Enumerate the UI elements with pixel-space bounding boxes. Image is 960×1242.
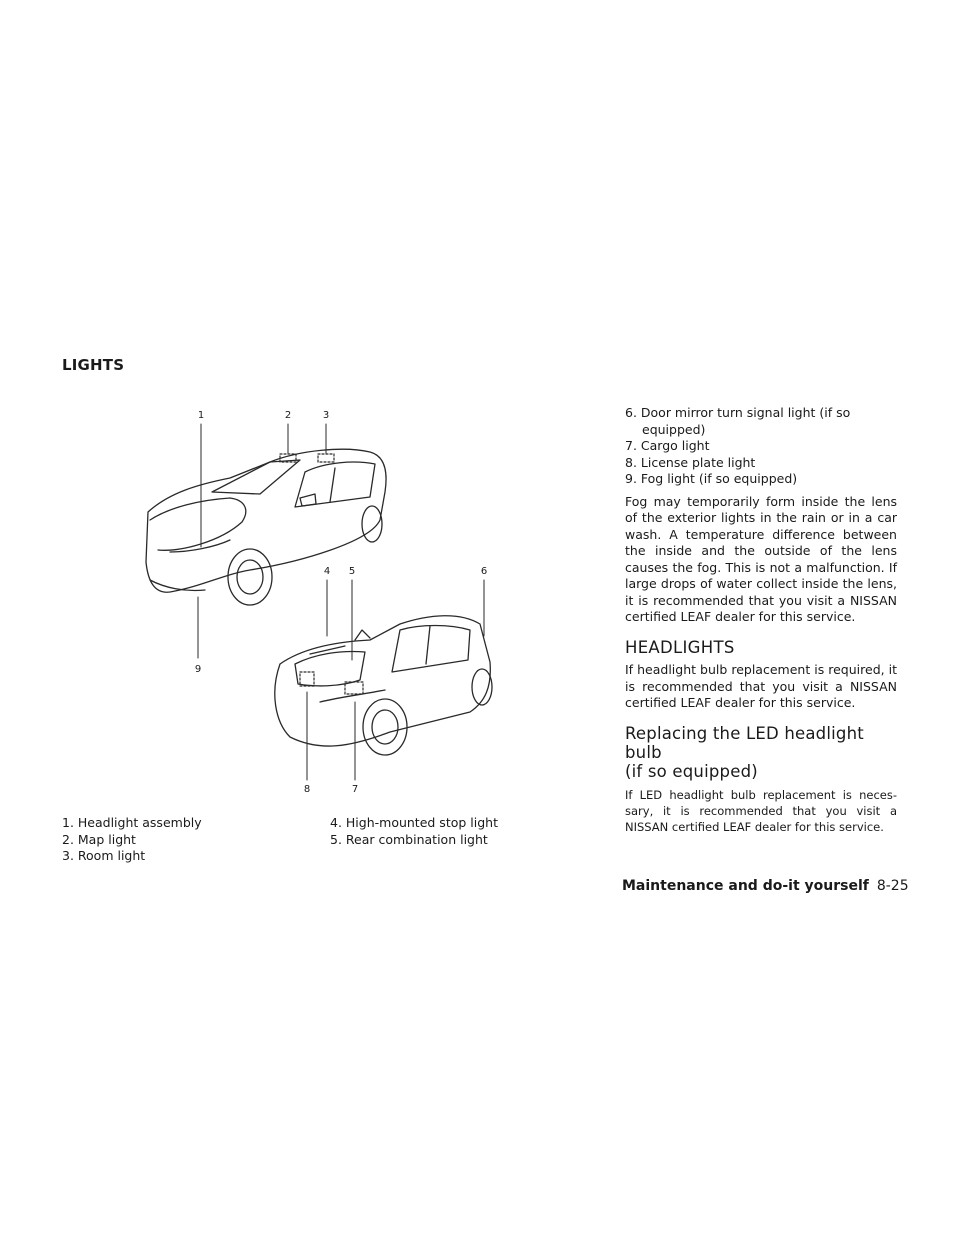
- callout-numbers: [195, 410, 487, 795]
- callout-5: 5: [348, 566, 356, 577]
- fog-paragraph: Fog may temporarily form inside the lens of the exterior lights in the rain or in a car wash. A temperature difference between the inside and the outside of the lens causes the fog. This is not a malfunction. If large drops of water collect inside the lens, it is recommended that you visit a NISSAN certified LEAF dealer for this service.: [625, 493, 897, 624]
- car-lights-illustration: [130, 402, 510, 797]
- callout-9: 9: [194, 664, 202, 675]
- callout-1: 1: [197, 410, 205, 421]
- front-car-hood: [150, 498, 246, 550]
- legend-mid: [330, 815, 498, 848]
- legend-item: 3. Room light: [62, 848, 146, 863]
- rear-car-roof-antenna: [355, 630, 370, 640]
- front-car-front-wheel: [228, 549, 272, 605]
- legend-item: 5. Rear combination light: [330, 831, 488, 847]
- legend-item: 7. Cargo light: [625, 438, 710, 453]
- callout-7: 7: [351, 784, 359, 795]
- led-paragraph: If LED headlight bulb replacement is neces-sary, it is recommended that you visit a NISSAN certified LEAF dealer for this service.: [625, 787, 897, 834]
- legend-item: 8. License plate light: [625, 454, 756, 470]
- callout-4: 4: [323, 566, 331, 577]
- legend-left: [62, 815, 202, 865]
- front-car-rear-wheel: [362, 506, 382, 542]
- rear-car-rear-window: [295, 652, 365, 686]
- callout-6: 6: [480, 566, 488, 577]
- front-car-windshield: [212, 460, 300, 494]
- footer-section-title: Maintenance and do-it yourself: [622, 878, 869, 894]
- callout-3: 3: [322, 410, 330, 421]
- led-heading: [625, 724, 897, 781]
- headlights-heading: HEADLIGHTS: [625, 637, 735, 657]
- rear-car-tail-lights: [320, 690, 385, 702]
- callout-8: 8: [303, 784, 311, 795]
- right-column: [625, 405, 897, 835]
- page-number: 8-25: [876, 878, 909, 894]
- led-heading-line2: (if so equipped): [625, 761, 758, 781]
- legend-item-continuation: equipped): [642, 421, 706, 437]
- section-title: LIGHTS: [62, 356, 125, 374]
- legend-item: 2. Map light: [62, 831, 136, 847]
- led-heading-line1: Replacing the LED headlight bulb: [625, 723, 864, 762]
- rear-car-rear-wheel: [363, 699, 407, 755]
- front-car-mirror: [300, 494, 316, 506]
- front-car-headlight: [170, 540, 230, 552]
- legend-item: 6. Door mirror turn signal light (if so: [625, 405, 851, 420]
- legend-item: 1. Headlight assembly: [62, 815, 202, 830]
- legend-item: 9. Fog light (if so equipped): [625, 471, 798, 486]
- legend-item: 4. High-mounted stop light: [330, 815, 498, 830]
- headlights-paragraph: If headlight bulb replacement is required, it is recommended that you visit a NISSAN certified LEAF dealer for this service.: [625, 662, 897, 710]
- rear-car-side-window: [392, 626, 470, 673]
- callout-2: 2: [284, 410, 292, 421]
- page-footer: [622, 878, 909, 894]
